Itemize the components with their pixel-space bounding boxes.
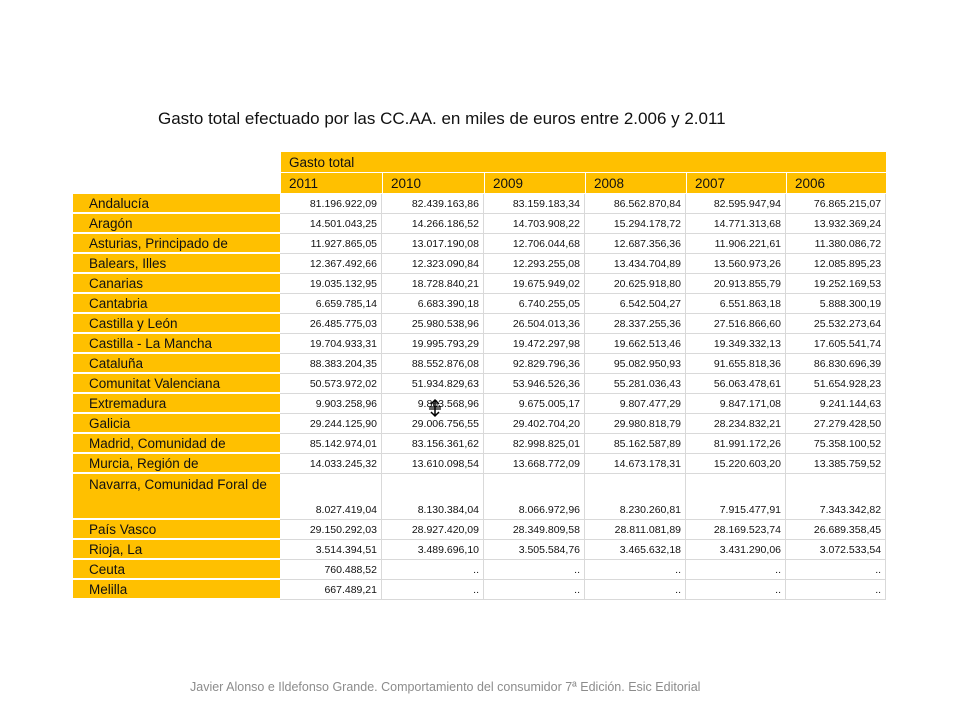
value-cell-2011: 85.142.974,01 <box>280 434 382 454</box>
value-cell-2010: 82.439.163,86 <box>382 194 484 214</box>
table-row <box>73 434 886 454</box>
value-cell-2006: 11.380.086,72 <box>786 234 886 254</box>
region-label: Cantabria <box>73 294 280 314</box>
value-cell-2011: 14.501.043,25 <box>280 214 382 234</box>
table-row <box>73 374 886 394</box>
value-cell-2006: 5.888.300,19 <box>786 294 886 314</box>
table-row <box>73 314 886 334</box>
value-cell-2010: 3.489.696,10 <box>382 540 484 560</box>
region-label: Ceuta <box>73 560 280 580</box>
value-cell-2009: 53.946.526,36 <box>484 374 585 394</box>
value-cell-2010: 28.927.420,09 <box>382 520 484 540</box>
value-cell-2006: 9.241.144,63 <box>786 394 886 414</box>
value-cell-2006: 7.343.342,82 <box>786 474 886 520</box>
value-cell-2008: 85.162.587,89 <box>585 434 686 454</box>
value-cell-2009: 12.293.255,08 <box>484 254 585 274</box>
value-cell-2009: 83.159.183,34 <box>484 194 585 214</box>
header-blank-cell <box>73 152 280 173</box>
table-row <box>73 334 886 354</box>
value-cell-2010: .. <box>382 580 484 600</box>
value-cell-2007: 56.063.478,61 <box>686 374 786 394</box>
resize-vertical-cursor-icon <box>427 398 443 418</box>
table-row <box>73 414 886 434</box>
value-cell-2010: 8.130.384,04 <box>382 474 484 520</box>
value-cell-2007: 82.595.947,94 <box>686 194 786 214</box>
table-row <box>73 580 886 600</box>
region-label: Comunitat Valenciana <box>73 374 280 394</box>
value-cell-2009: 26.504.013,36 <box>484 314 585 334</box>
value-cell-2009: .. <box>484 560 585 580</box>
value-cell-2007: 28.234.832,21 <box>686 414 786 434</box>
value-cell-2006: 51.654.928,23 <box>786 374 886 394</box>
value-cell-2008: 55.281.036,43 <box>585 374 686 394</box>
value-cell-2008: 8.230.260,81 <box>585 474 686 520</box>
value-cell-2011: 8.027.419,04 <box>280 474 382 520</box>
table-row <box>73 520 886 540</box>
region-label: Melilla <box>73 580 280 600</box>
region-label: Aragón <box>73 214 280 234</box>
region-label: Andalucía <box>73 194 280 214</box>
value-cell-2010: 29.006.756,55 <box>382 414 484 434</box>
region-label: Balears, Illes <box>73 254 280 274</box>
value-cell-2009: 9.675.005,17 <box>484 394 585 414</box>
value-cell-2006: 12.085.895,23 <box>786 254 886 274</box>
region-label: País Vasco <box>73 520 280 540</box>
value-cell-2011: 19.035.132,95 <box>280 274 382 294</box>
value-cell-2011: 3.514.394,51 <box>280 540 382 560</box>
value-cell-2008: 19.662.513,46 <box>585 334 686 354</box>
value-cell-2010: 6.683.390,18 <box>382 294 484 314</box>
region-label: Rioja, La <box>73 540 280 560</box>
value-cell-2006: 75.358.100,52 <box>786 434 886 454</box>
value-cell-2007: 13.560.973,26 <box>686 254 786 274</box>
value-cell-2008: 14.673.178,31 <box>585 454 686 474</box>
value-cell-2010: .. <box>382 560 484 580</box>
table-row <box>73 234 886 254</box>
year-header-2006: 2006 <box>786 173 886 194</box>
value-cell-2007: .. <box>686 560 786 580</box>
region-label: Murcia, Región de <box>73 454 280 474</box>
value-cell-2006: .. <box>786 580 886 600</box>
value-cell-2007: .. <box>686 580 786 600</box>
value-cell-2010: 83.156.361,62 <box>382 434 484 454</box>
year-header-2009: 2009 <box>484 173 585 194</box>
region-label: Canarias <box>73 274 280 294</box>
value-cell-2007: 28.169.523,74 <box>686 520 786 540</box>
value-cell-2008: 29.980.818,79 <box>585 414 686 434</box>
region-label: Navarra, Comunidad Foral de <box>73 474 280 520</box>
region-label: Castilla y León <box>73 314 280 334</box>
value-cell-2007: 27.516.866,60 <box>686 314 786 334</box>
table-row <box>73 214 886 234</box>
spending-table <box>73 152 886 600</box>
value-cell-2006: 86.830.696,39 <box>786 354 886 374</box>
value-cell-2011: 11.927.865,05 <box>280 234 382 254</box>
value-cell-2007: 15.220.603,20 <box>686 454 786 474</box>
value-cell-2008: 86.562.870,84 <box>585 194 686 214</box>
value-cell-2008: .. <box>585 560 686 580</box>
value-cell-2009: 12.706.044,68 <box>484 234 585 254</box>
value-cell-2011: 29.244.125,90 <box>280 414 382 434</box>
table-row <box>73 454 886 474</box>
value-cell-2007: 91.655.818,36 <box>686 354 786 374</box>
value-cell-2008: 9.807.477,29 <box>585 394 686 414</box>
value-cell-2007: 3.431.290,06 <box>686 540 786 560</box>
value-cell-2009: 19.675.949,02 <box>484 274 585 294</box>
value-cell-2009: 29.402.704,20 <box>484 414 585 434</box>
footer-credit: Javier Alonso e Ildefonso Grande. Comportamiento del consumidor 7ª Edición. Esic Editorial <box>190 680 701 694</box>
value-cell-2008: 15.294.178,72 <box>585 214 686 234</box>
table-row <box>73 474 886 520</box>
value-cell-2011: 88.383.204,35 <box>280 354 382 374</box>
value-cell-2006: 26.689.358,45 <box>786 520 886 540</box>
value-cell-2006: 3.072.533,54 <box>786 540 886 560</box>
value-cell-2009: 14.703.908,22 <box>484 214 585 234</box>
year-header-2011: 2011 <box>280 173 382 194</box>
value-cell-2008: 28.811.081,89 <box>585 520 686 540</box>
value-cell-2009: 19.472.297,98 <box>484 334 585 354</box>
value-cell-2009: 82.998.825,01 <box>484 434 585 454</box>
value-cell-2010: 14.266.186,52 <box>382 214 484 234</box>
value-cell-2011: 26.485.775,03 <box>280 314 382 334</box>
value-cell-2008: 6.542.504,27 <box>585 294 686 314</box>
region-label: Galicia <box>73 414 280 434</box>
value-cell-2011: 29.150.292,03 <box>280 520 382 540</box>
table-row <box>73 560 886 580</box>
region-label: Asturias, Principado de <box>73 234 280 254</box>
value-cell-2010: 25.980.538,96 <box>382 314 484 334</box>
value-cell-2009: 28.349.809,58 <box>484 520 585 540</box>
region-label: Madrid, Comunidad de <box>73 434 280 454</box>
value-cell-2006: 27.279.428,50 <box>786 414 886 434</box>
value-cell-2010: 51.934.829,63 <box>382 374 484 394</box>
value-cell-2008: 3.465.632,18 <box>585 540 686 560</box>
value-cell-2006: 13.932.369,24 <box>786 214 886 234</box>
value-cell-2008: 13.434.704,89 <box>585 254 686 274</box>
value-cell-2011: 9.903.258,96 <box>280 394 382 414</box>
value-cell-2007: 19.349.332,13 <box>686 334 786 354</box>
value-cell-2007: 11.906.221,61 <box>686 234 786 254</box>
value-cell-2006: 76.865.215,07 <box>786 194 886 214</box>
group-header: Gasto total <box>280 152 886 173</box>
value-cell-2011: 14.033.245,32 <box>280 454 382 474</box>
value-cell-2009: 8.066.972,96 <box>484 474 585 520</box>
region-label: Castilla - La Mancha <box>73 334 280 354</box>
table-row <box>73 540 886 560</box>
value-cell-2008: 95.082.950,93 <box>585 354 686 374</box>
year-header-2007: 2007 <box>686 173 786 194</box>
value-cell-2006: 19.252.169,53 <box>786 274 886 294</box>
value-cell-2007: 7.915.477,91 <box>686 474 786 520</box>
value-cell-2010: 88.552.876,08 <box>382 354 484 374</box>
value-cell-2011: 12.367.492,66 <box>280 254 382 274</box>
table-row <box>73 274 886 294</box>
value-cell-2010: 12.323.090,84 <box>382 254 484 274</box>
value-cell-2010: 19.995.793,29 <box>382 334 484 354</box>
value-cell-2011: 6.659.785,14 <box>280 294 382 314</box>
value-cell-2007: 6.551.863,18 <box>686 294 786 314</box>
value-cell-2007: 81.991.172,26 <box>686 434 786 454</box>
value-cell-2011: 760.488,52 <box>280 560 382 580</box>
value-cell-2011: 81.196.922,09 <box>280 194 382 214</box>
value-cell-2010: 13.610.098,54 <box>382 454 484 474</box>
value-cell-2008: .. <box>585 580 686 600</box>
year-header-2008: 2008 <box>585 173 686 194</box>
value-cell-2011: 19.704.933,31 <box>280 334 382 354</box>
year-header-2010: 2010 <box>382 173 484 194</box>
value-cell-2011: 667.489,21 <box>280 580 382 600</box>
value-cell-2008: 28.337.255,36 <box>585 314 686 334</box>
value-cell-2009: 6.740.255,05 <box>484 294 585 314</box>
value-cell-2009: 13.668.772,09 <box>484 454 585 474</box>
header-blank-cell <box>73 173 280 194</box>
value-cell-2010: 13.017.190,08 <box>382 234 484 254</box>
value-cell-2006: 13.385.759,52 <box>786 454 886 474</box>
value-cell-2009: 92.829.796,36 <box>484 354 585 374</box>
value-cell-2010: 9.863.568,96 <box>382 394 484 414</box>
table-row <box>73 294 886 314</box>
table-row <box>73 394 886 414</box>
value-cell-2006: 17.605.541,74 <box>786 334 886 354</box>
region-label: Extremadura <box>73 394 280 414</box>
value-cell-2007: 9.847.171,08 <box>686 394 786 414</box>
region-label: Cataluña <box>73 354 280 374</box>
value-cell-2006: .. <box>786 560 886 580</box>
table-title: Gasto total efectuado por las CC.AA. en miles de euros entre 2.006 y 2.011 <box>158 109 726 128</box>
value-cell-2007: 14.771.313,68 <box>686 214 786 234</box>
value-cell-2006: 25.532.273,64 <box>786 314 886 334</box>
value-cell-2007: 20.913.855,79 <box>686 274 786 294</box>
value-cell-2008: 20.625.918,80 <box>585 274 686 294</box>
value-cell-2009: .. <box>484 580 585 600</box>
value-cell-2011: 50.573.972,02 <box>280 374 382 394</box>
value-cell-2010: 18.728.840,21 <box>382 274 484 294</box>
table-row <box>73 254 886 274</box>
value-cell-2009: 3.505.584,76 <box>484 540 585 560</box>
table-row <box>73 354 886 374</box>
value-cell-2008: 12.687.356,36 <box>585 234 686 254</box>
table-row <box>73 194 886 214</box>
